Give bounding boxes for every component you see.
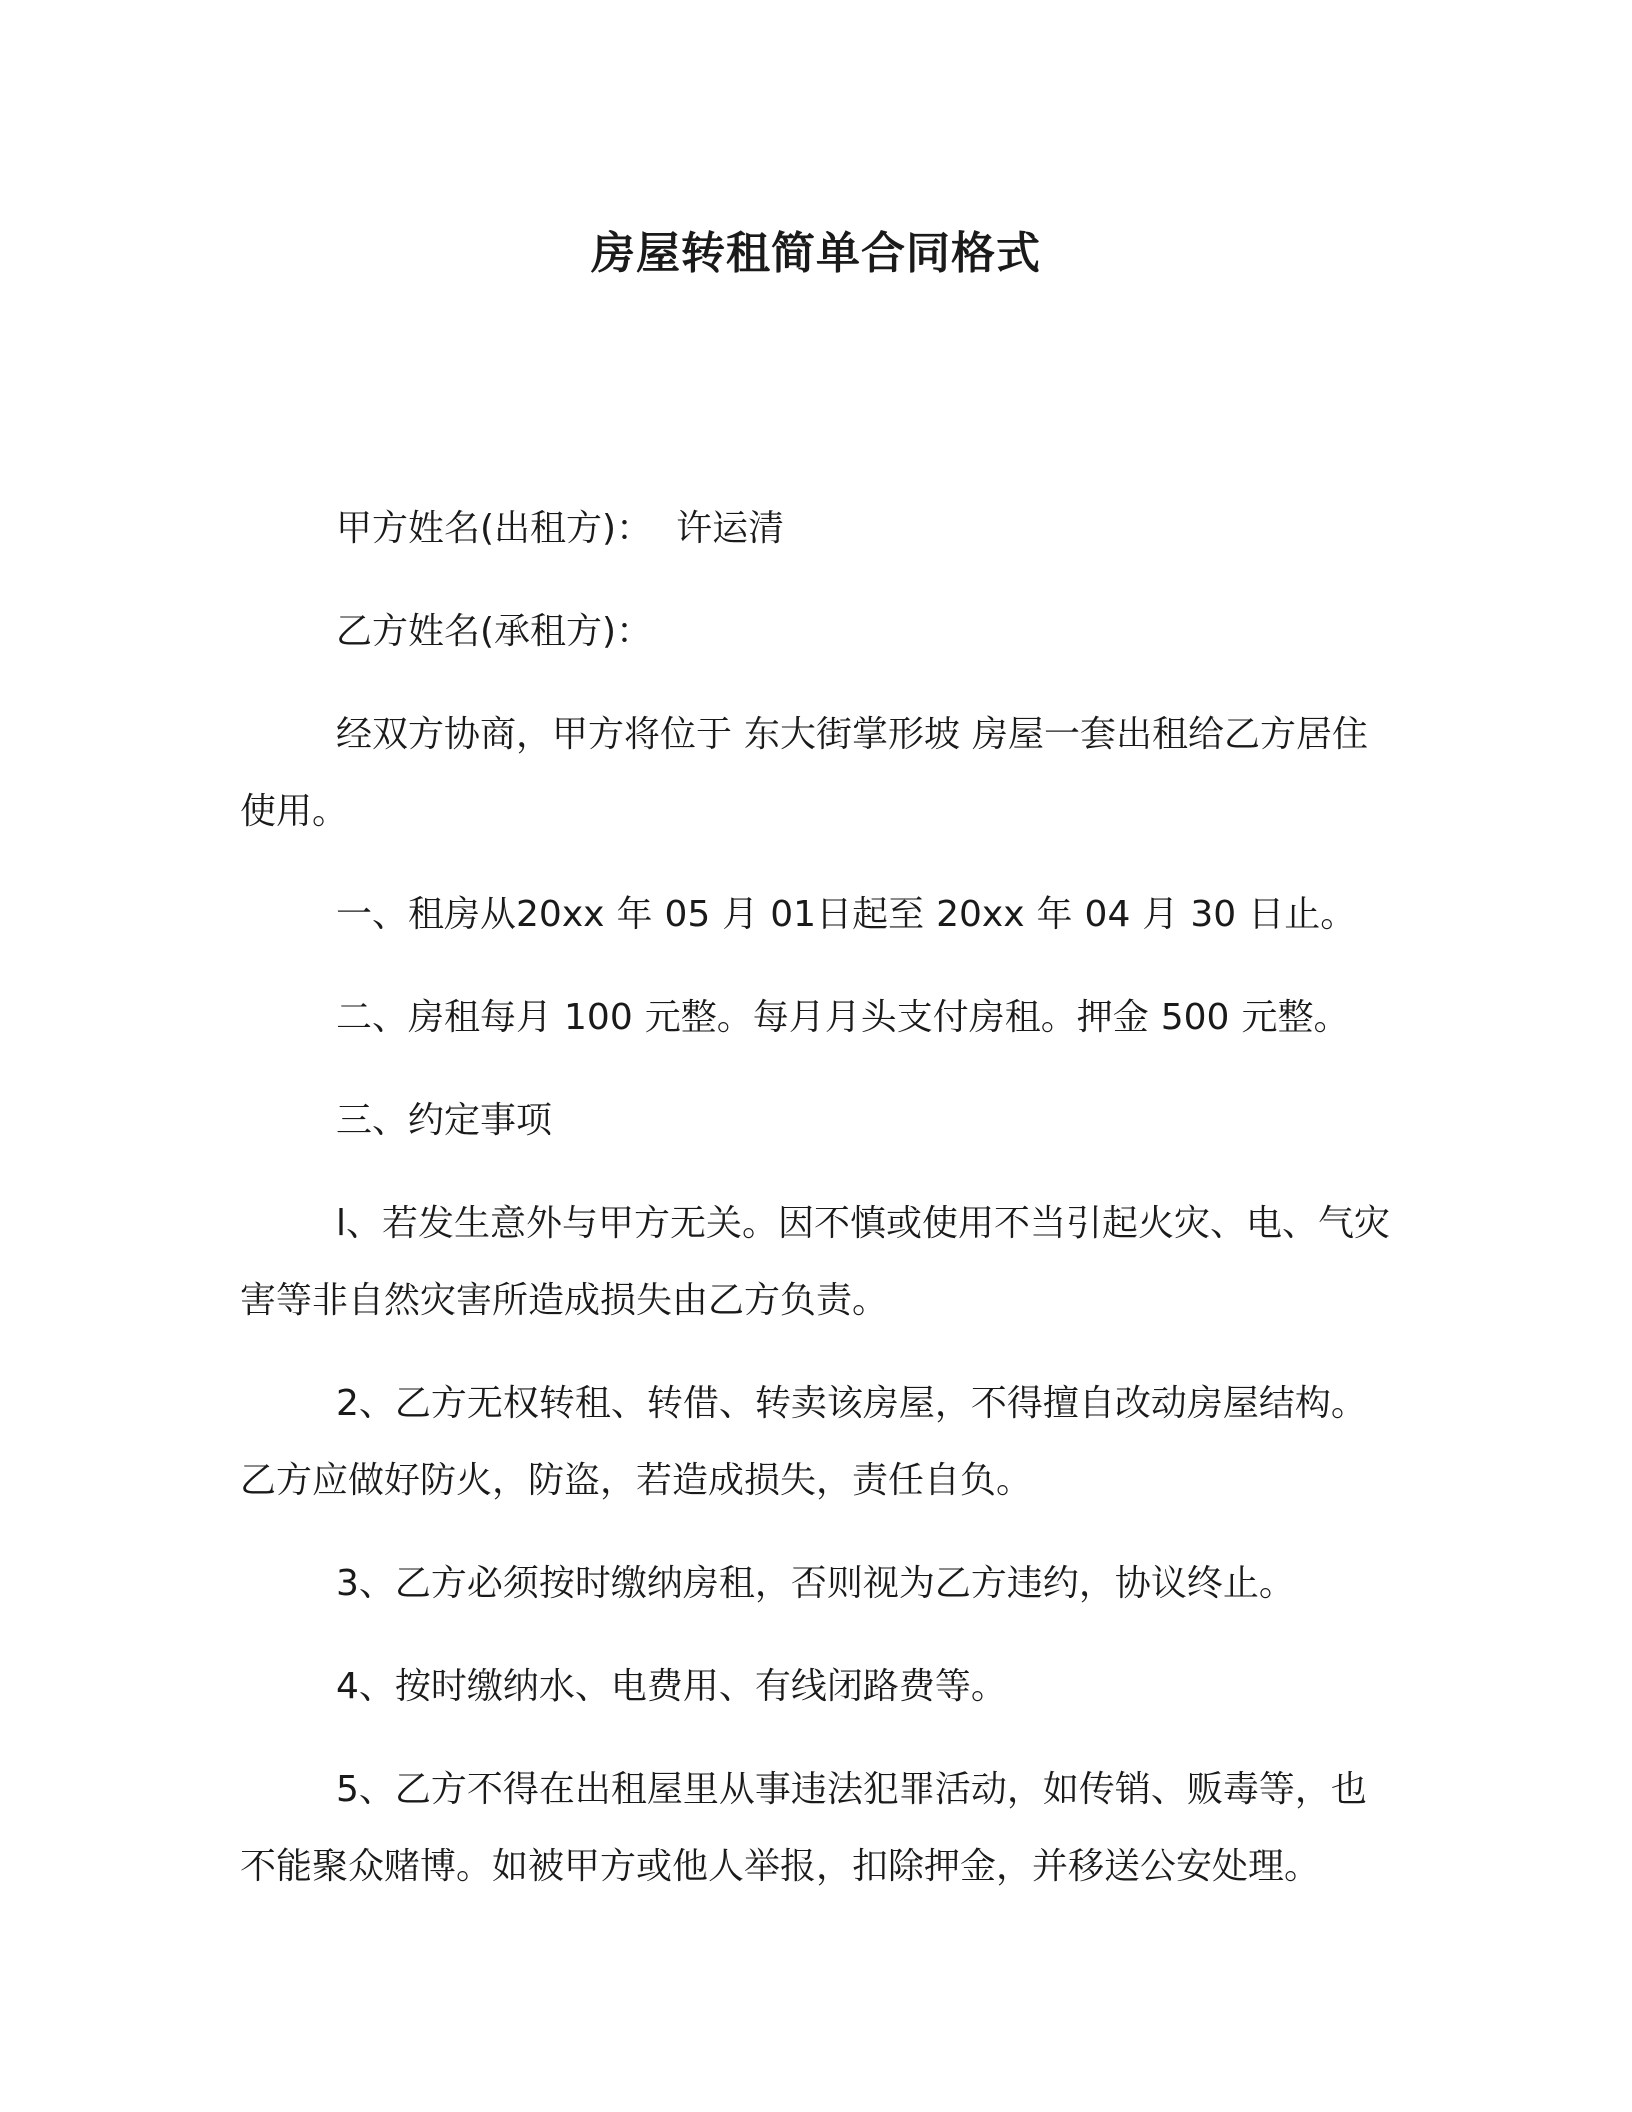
- end-day: 30: [1190, 894, 1237, 935]
- start-day: 01: [770, 894, 817, 935]
- clause-1-text: 日止。: [1248, 894, 1357, 935]
- clause-3-item-4: 4、按时缴纳水、电费用、有线闭路费等。: [336, 1666, 1007, 1707]
- clause-1-text: 一、租房从: [336, 894, 517, 935]
- clause-3-heading: 三、约定事项: [336, 1100, 553, 1141]
- start-year: 20xx: [516, 894, 605, 935]
- end-year: 20xx: [936, 894, 1025, 935]
- clause-3-item-3: 3、乙方必须按时缴纳房租，否则视为乙方违约，协议终止。: [336, 1563, 1295, 1604]
- monthly-rent: 100: [564, 997, 633, 1038]
- clause-1-lease-term: [240, 876, 1390, 953]
- start-month: 05: [664, 894, 711, 935]
- clause-3-item-1: l、若发生意外与甲方无关。因不慎或使用不当引起火灾、电、气灾害等非自然灾害所造成损失由乙方负责。: [240, 1203, 1391, 1321]
- clause-2-text: 元整。每月月头支付房租。押金: [644, 997, 1149, 1038]
- clause-2-rent: [240, 979, 1390, 1056]
- property-location: 东大街掌形坡: [744, 714, 961, 755]
- clause-1-text: 年: [616, 894, 653, 935]
- clause-3-item-5: 5、乙方不得在出租屋里从事违法犯罪活动，如传销、贩毒等，也不能聚众赌博。如被甲方或他人举报，扣除押金，并移送公安处理。: [240, 1769, 1367, 1887]
- clause-3-item-2: 2、乙方无权转租、转借、转卖该房屋，不得擅自改动房屋结构。乙方应做好防火，防盗，若造成损失，责任自负。: [240, 1383, 1367, 1501]
- end-month: 04: [1084, 894, 1131, 935]
- clause-2-text: 元整。: [1241, 997, 1350, 1038]
- deposit-amount: 500: [1160, 997, 1230, 1038]
- intro-suffix: 房屋一套出租给乙方居住使用。: [240, 714, 1369, 832]
- intro-prefix: 经双方协商，甲方将位于: [336, 714, 733, 755]
- clause-1-text: 日起至: [816, 894, 925, 935]
- intro-paragraph: [240, 696, 1390, 850]
- clause-1-text: 月: [1142, 894, 1179, 935]
- party-b-label: 乙方姓名(承租方)：: [336, 611, 653, 652]
- party-a-line: [240, 490, 1390, 567]
- clause-2-text: 二、房租每月: [336, 997, 553, 1038]
- document-body: [240, 490, 1390, 1931]
- clause-1-text: 月: [722, 894, 759, 935]
- party-b-line: [240, 593, 1390, 670]
- document-title: 房屋转租简单合同格式: [591, 228, 1041, 279]
- party-a-name: 许运清: [676, 508, 785, 549]
- clause-1-text: 年: [1036, 894, 1073, 935]
- party-a-label: 甲方姓名(出租方)：: [336, 508, 653, 549]
